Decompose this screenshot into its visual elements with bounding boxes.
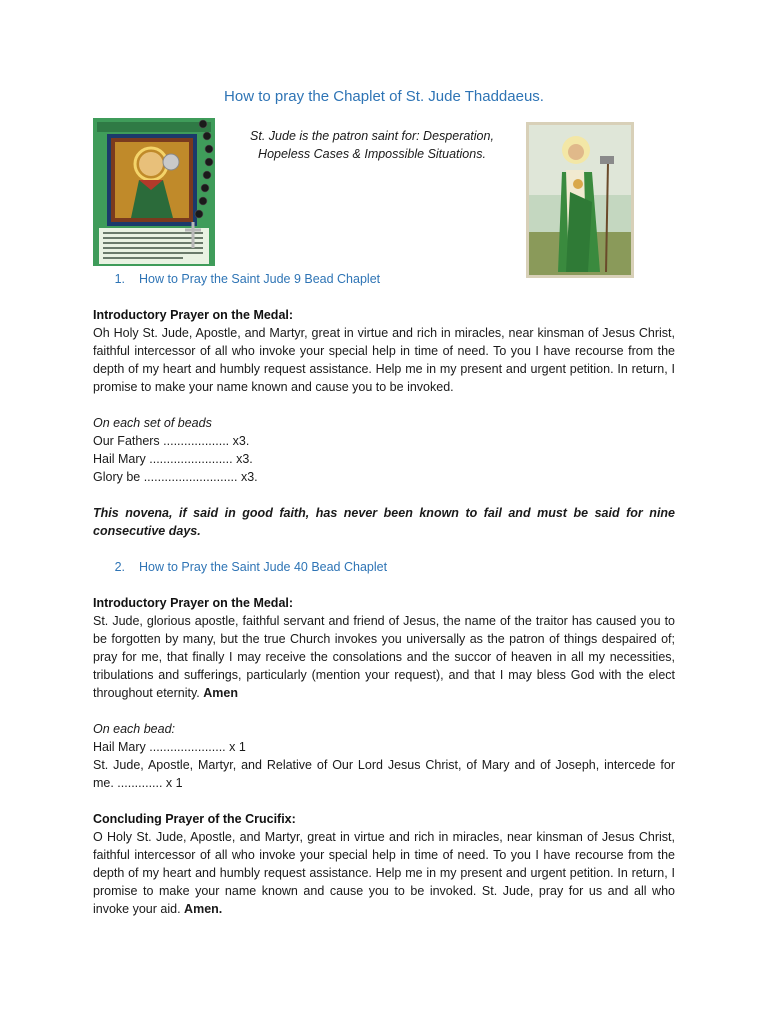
section-heading-9-bead	[93, 270, 675, 288]
section-heading-text: How to Pray the Saint Jude 40 Bead Chaplet	[139, 560, 388, 574]
bead-line: Hail Mary ........................ x3.	[93, 452, 253, 466]
novena-note: This novena, if said in good faith, has never been known to fail and must be said for nine consecutive days.	[93, 506, 675, 538]
bead-line: Hail Mary ...................... x 1	[93, 740, 246, 754]
patron-line-2: Hopeless Cases & Impossible Situations.	[258, 147, 486, 161]
list-number: 1.	[114, 272, 125, 286]
concluding-prayer-text: O Holy St. Jude, Apostle, and Martyr, great in virtue and rich in miracles, near kinsman of Jesus Christ, faithful intercessor of all who invoke your special help in time of need. To you I have recourse from the depth of my heart and humbly request assistance. Help me in my present and urgent petition. In return, I promise to make your name known and cause you to be invoked. St. Jude, pray for us and all who invoke your aid. Amen.	[93, 830, 675, 916]
page-title: How to pray the Chaplet of St. Jude Thaddaeus.	[224, 88, 544, 105]
intro-prayer-text: Oh Holy St. Jude, Apostle, and Martyr, great in virtue and rich in miracles, near kinsman of Jesus Christ, faithful intercessor of all who invoke your special help in time of need. To you I have recourse from the depth of my heart and humbly request assistance. Help me in my present and urgent petition. In return, I promise to make your name known and cause you to be invoked.	[93, 326, 675, 394]
concluding-prayer-label: Concluding Prayer of the Crucifix:	[93, 812, 296, 826]
section-heading-text: How to Pray the Saint Jude 9 Bead Chaplet	[139, 272, 381, 286]
beads-label: On each set of beads	[93, 416, 212, 430]
bead-line: Our Fathers ................... x3.	[93, 434, 250, 448]
patron-description	[232, 127, 512, 163]
bead-label: On each bead:	[93, 722, 176, 736]
intro-prayer-label: Introductory Prayer on the Medal:	[93, 308, 294, 322]
saint-jude-holy-card-image	[526, 122, 634, 278]
list-number: 2.	[114, 560, 125, 574]
intro-prayer-text: St. Jude, glorious apostle, faithful servant and friend of Jesus, the name of the traitor has caused you to be forgotten by many, but the true Church invokes you universally as the patron of things despaired of; pray for me, that finally I may receive the consolations and the succor of heaven in all my necessities, tribulations and sufferings, particularly (mention your request), and that I may bless God with the elect throughout eternity. Amen	[93, 614, 675, 700]
section-heading-40-bead	[93, 558, 675, 576]
intro-prayer-label: Introductory Prayer on the Medal:	[93, 596, 294, 610]
bead-line: St. Jude, Apostle, Martyr, and Relative of Our Lord Jesus Christ, of Mary and of Joseph, intercede for me. ............. x 1	[93, 758, 675, 790]
rosary-prayer-card-image	[93, 118, 223, 266]
patron-line-1: St. Jude is the patron saint for: Desperation,	[250, 129, 494, 143]
document-body	[93, 270, 675, 918]
bead-line: Glory be ........................... x3.	[93, 470, 258, 484]
